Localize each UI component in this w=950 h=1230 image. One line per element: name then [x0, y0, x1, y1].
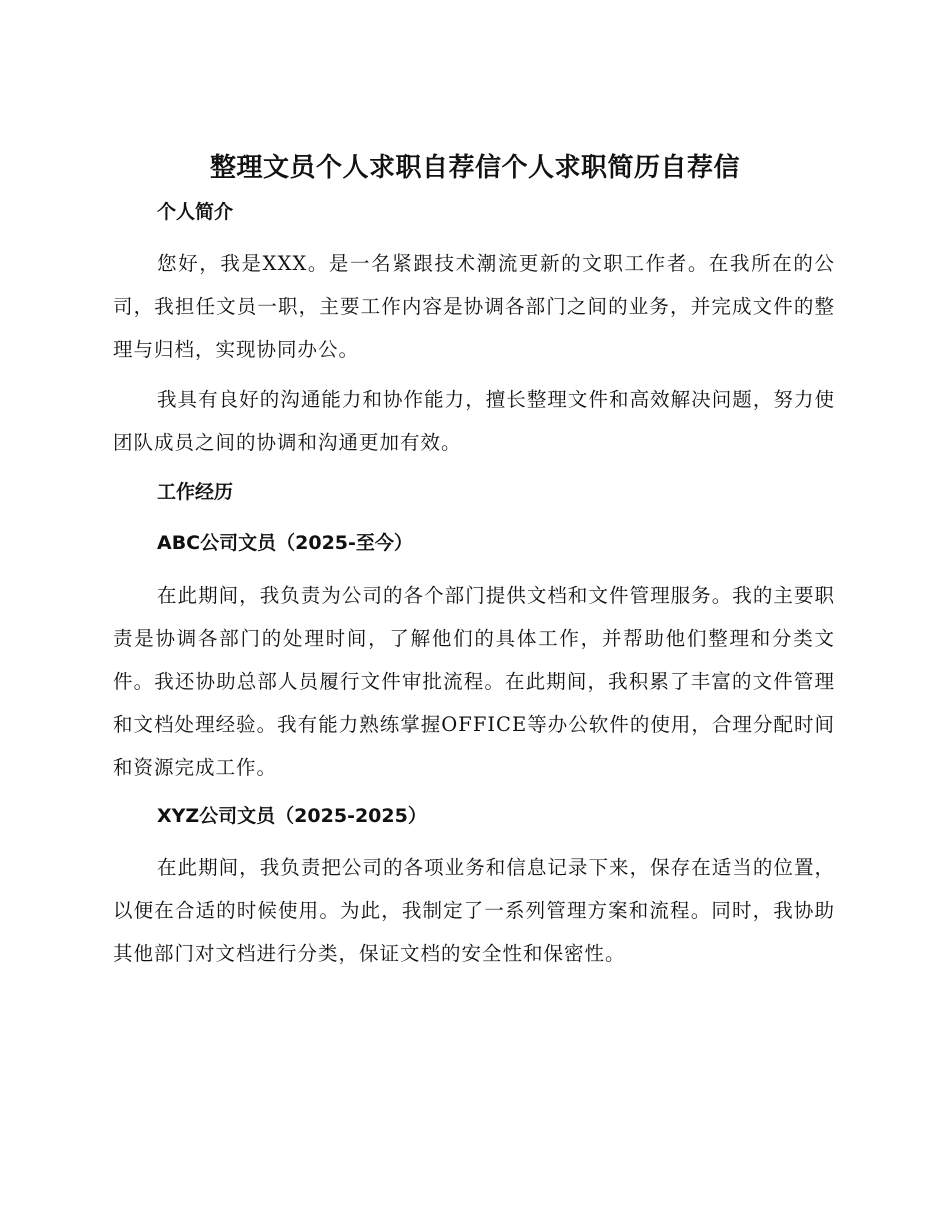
job-heading-abc: ABC公司文员（2025-至今）	[157, 532, 413, 554]
section-heading-experience: 工作经历	[157, 481, 234, 503]
document-title: 整理文员个人求职自荐信个人求职简历自荐信	[209, 153, 740, 183]
section-heading-profile: 个人简介	[157, 201, 234, 223]
job-description-abc: 在此期间，我负责为公司的各个部门提供文档和文件管理服务。我的主要职责是协调各部门的处理时间，了解他们的具体工作，并帮助他们整理和分类文件。我还协助总部人员履行文件审批流程。在此期间，我积累了丰富的文件管理和文档处理经验。我有能力熟练掌握OFFICE等办公软件的使用，合理分配时间和资源完成工作。	[113, 584, 835, 779]
job-description-xyz: 在此期间，我负责把公司的各项业务和信息记录下来，保存在适当的位置，以便在合适的时候使用。为此，我制定了一系列管理方案和流程。同时，我协助其他部门对文档进行分类，保证文档的安全性和保密性。	[113, 856, 835, 965]
job-heading-xyz: XYZ公司文员（2025-2025）	[157, 805, 427, 827]
profile-paragraph-skills: 我具有良好的沟通能力和协作能力，擅长整理文件和高效解决问题，努力使团队成员之间的协调和沟通更加有效。	[113, 388, 835, 454]
profile-paragraph-intro: 您好，我是XXX。是一名紧跟技术潮流更新的文职工作者。在我所在的公司，我担任文员一职，主要工作内容是协调各部门之间的业务，并完成文件的整理与归档，实现协同办公。	[113, 252, 835, 361]
